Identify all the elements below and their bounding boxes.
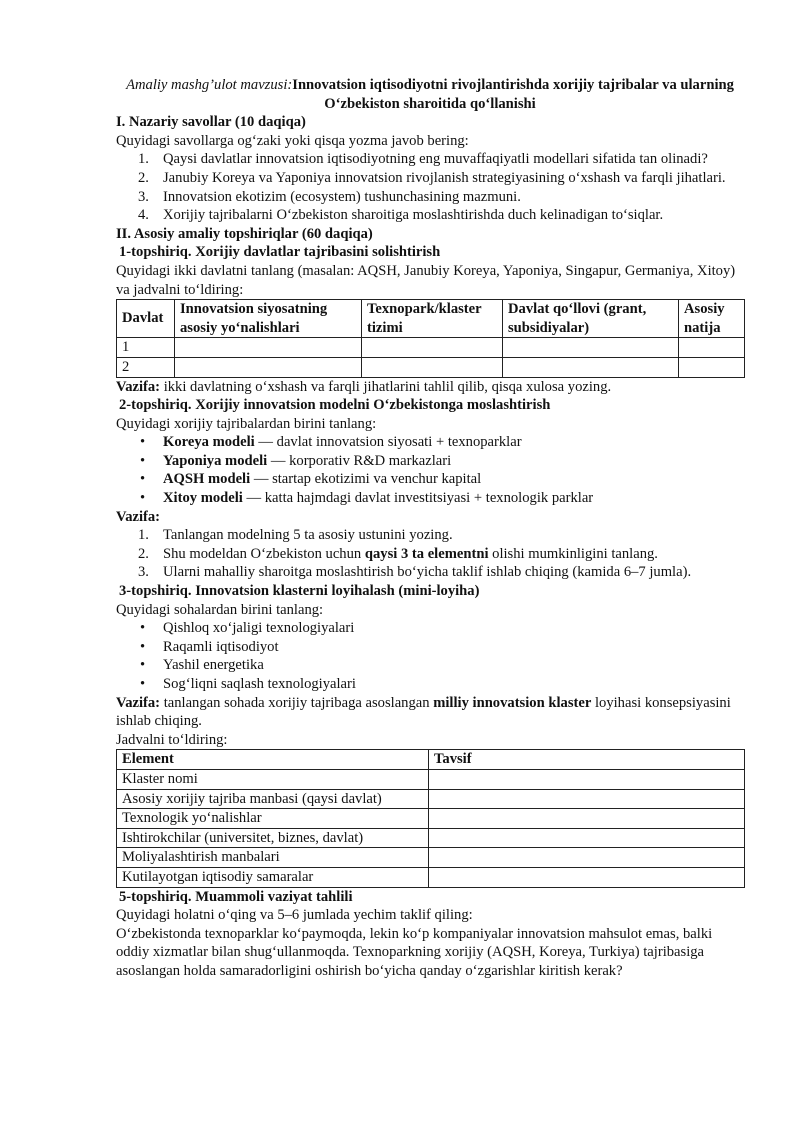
list-item: • Koreya modeli — davlat innovatsion siyosati + texnoparklar <box>140 434 522 451</box>
table-header-cell: Davlat <box>117 300 175 338</box>
table-header-cell: Davlat qo‘llovi (grant, subsidiyalar) <box>503 300 679 338</box>
table-cell[interactable] <box>429 867 745 887</box>
section1-intro: Quyidagi savollarga og‘zaki yoki qisqa yozma javob bering: <box>116 132 469 149</box>
section2-heading: II. Asosiy amaliy topshiriqlar (60 daqiqa) <box>116 225 373 242</box>
task3-heading: 3-topshiriq. Innovatsion klasterni loyihalash (mini-loyiha) <box>119 583 480 600</box>
task3-assignment: Vazifa: tanlangan sohada xorijiy tajribaga asoslangan milliy innovatsion klaster loyihasi konsepsiyasini ishlab chiqing. <box>116 694 731 730</box>
table-cell[interactable] <box>429 848 745 868</box>
table-header-cell: Tavsif <box>429 750 745 770</box>
list-item: 3. Innovatsion ekotizim (ecosystem) tushunchasining mazmuni. <box>138 188 521 205</box>
table-cell: Moliyalashtirish manbalari <box>117 848 429 868</box>
table-cell[interactable] <box>429 769 745 789</box>
list-item: • Raqamli iqtisodiyot <box>140 638 279 655</box>
document-title <box>116 76 744 113</box>
title-prefix: Amaliy mashg’ulot mavzusi: <box>126 77 293 93</box>
table-cell[interactable] <box>429 809 745 829</box>
list-item: 2. Shu modeldan O‘zbekiston uchun qaysi 3 ta elementni olishi mumkinligini tanlang. <box>138 545 658 562</box>
task1-assignment: Vazifa: ikki davlatning o‘xshash va farqli jihatlarini tahlil qilib, qisqa xulosa yozing. <box>116 378 612 395</box>
table-cell: Ishtirokchilar (universitet, biznes, davlat) <box>117 828 429 848</box>
table-row <box>117 789 745 809</box>
list-item: • AQSH modeli — startap ekotizimi va venchur kapital <box>140 471 482 488</box>
table-header-cell: Innovatsion siyosatning asosiy yo‘nalishlari <box>175 300 362 338</box>
area-list <box>116 619 744 693</box>
table-cell: Kutilayotgan iqtisodiy samaralar <box>117 867 429 887</box>
list-item: 2. Janubiy Koreya va Yaponiya innovatsion rivojlanish strategiyasining o‘xshash va farqli jihatlari. <box>138 169 726 186</box>
list-item: 1. Tanlangan modelning 5 ta asosiy ustunini yozing. <box>138 527 453 544</box>
table-cell[interactable] <box>362 338 503 358</box>
section1-heading: I. Nazariy savollar (10 daqiqa) <box>116 114 306 131</box>
table-cell: Texnologik yo‘nalishlar <box>117 809 429 829</box>
task3-table-intro: Jadvalni to‘ldiring: <box>116 731 228 748</box>
task5-intro: Quyidagi holatni o‘qing va 5–6 jumlada yechim taklif qiling: <box>116 907 473 924</box>
task2-steps <box>116 526 744 582</box>
task2-heading: 2-topshiriq. Xorijiy innovatsion modelni O‘zbekistonga moslashtirish <box>119 397 551 414</box>
table-header-row <box>117 750 745 770</box>
table-row <box>117 848 745 868</box>
list-item: • Yaponiya modeli — korporativ R&D markazlari <box>140 452 452 469</box>
list-item: • Qishloq xo‘jaligi texnologiyalari <box>140 620 355 637</box>
list-item: 3. Ularni mahalliy sharoitga moslashtirish bo‘yicha taklif ishlab chiqing (kamida 6–7 jumla). <box>138 564 692 581</box>
table-cell: 2 <box>117 357 175 377</box>
table-cell[interactable] <box>679 357 745 377</box>
task5-text: O‘zbekistonda texnoparklar ko‘paymoqda, lekin ko‘p kompaniyalar innovatsion mahsulot emas, balki oddiy xizmatlar bilan shug‘ullanmoqda. Texnoparkning xorijiy (AQSH, Koreya, Turkiya) tajribasiga asoslangan holda samaradorligini oshirish bo‘yicha qanday o‘zgarishlar kiritish kerak? <box>116 925 713 979</box>
section1-question-list <box>116 150 744 224</box>
task1-intro: Quyidagi ikki davlatni tanlang (masalan: AQSH, Janubiy Koreya, Yaponiya, Singapur, Germaniya, Xitoy) va jadvalni to‘ldiring: <box>116 262 736 298</box>
model-list <box>116 433 744 507</box>
table-cell: 1 <box>117 338 175 358</box>
table-cell[interactable] <box>429 789 745 809</box>
task5-heading: 5-topshiriq. Muammoli vaziyat tahlili <box>119 888 353 905</box>
list-item: 4. Xorijiy tajribalarni O‘zbekiston sharoitiga moslashtirishda duch kelinadigan to‘siqlar. <box>138 207 664 224</box>
table-cell[interactable] <box>503 338 679 358</box>
task1-heading: 1-topshiriq. Xorijiy davlatlar tajribasini solishtirish <box>119 244 441 261</box>
country-comparison-table <box>116 299 745 377</box>
table-cell[interactable] <box>175 338 362 358</box>
table-cell[interactable] <box>175 357 362 377</box>
table-row <box>117 828 745 848</box>
document-page <box>116 76 744 981</box>
table-header-cell: Texnopark/klaster tizimi <box>362 300 503 338</box>
table-row <box>117 867 745 887</box>
table-header-row <box>117 300 745 338</box>
table-row <box>117 357 745 377</box>
list-item: • Sog‘liqni saqlash texnologiyalari <box>140 676 356 692</box>
cluster-table <box>116 749 745 887</box>
table-header-cell: Asosiy natija <box>679 300 745 338</box>
list-item: • Xitoy modeli — katta hajmdagi davlat investitsiyasi + texnologik parklar <box>140 490 594 507</box>
list-item: 1. Qaysi davlatlar innovatsion iqtisodiyotning eng muvaffaqiyatli modellari sifatida tan olinadi? <box>138 151 708 168</box>
list-item: • Yashil energetika <box>140 657 264 674</box>
table-cell[interactable] <box>429 828 745 848</box>
table-cell: Asosiy xorijiy tajriba manbasi (qaysi davlat) <box>117 789 429 809</box>
table-row <box>117 809 745 829</box>
task3-intro: Quyidagi sohalardan birini tanlang: <box>116 601 324 618</box>
table-cell[interactable] <box>503 357 679 377</box>
task2-intro: Quyidagi xorijiy tajribalardan birini tanlang: <box>116 415 377 432</box>
table-cell[interactable] <box>362 357 503 377</box>
title-main: Innovatsion iqtisodiyotni rivojlantirishda xorijiy tajribalar va ularning O‘zbekiston sharoitida qo‘llanishi <box>292 77 734 112</box>
table-header-cell: Element <box>117 750 429 770</box>
table-row <box>117 769 745 789</box>
task2-assignment-label: Vazifa: <box>116 508 161 525</box>
table-cell[interactable] <box>679 338 745 358</box>
table-cell: Klaster nomi <box>117 769 429 789</box>
table-row <box>117 338 745 358</box>
